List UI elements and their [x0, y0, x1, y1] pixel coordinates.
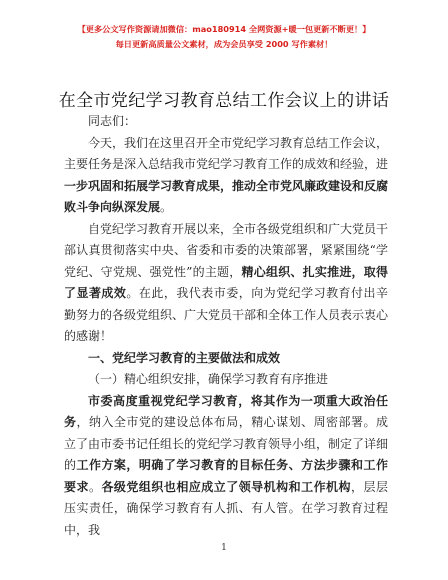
paragraph-intro-text: 今天，我们在这里召开全市党纪学习教育总结工作会议，主要任务是深入总结我市党纪学习教育工作的成效和经验，进 — [64, 135, 389, 171]
paragraph-organization-text-3: ，层层压实责任，确保学习教育有人抓、有人管。在学习教育过程中，我 — [64, 479, 388, 537]
page-number: 1 — [221, 543, 227, 553]
paragraph-achievements-text: 自党纪学习教育开展以来，全市各级党组织和广大党员干部认真贯彻落实中央、省委和市委的决策部署，紧紧围绕“学党纪、守党规、强党性”的主题， — [64, 221, 389, 279]
paragraph-intro — [64, 133, 388, 219]
paragraph-achievements-emphasis: 精心组织、扎实推进，取得了显著成效 — [64, 264, 388, 300]
paragraph-achievements-end: 。在此，我代表市委，向为党纪学习教育付出辛勤努力的各级党组织、广大党员干部和全体工作人员表示衷心的感谢！ — [64, 286, 389, 343]
document-title: 在全市党纪学习教育总结工作会议上的讲话 — [58, 91, 390, 111]
promo-banner-line-2: 每日更新高质量公文素材，成为会员享受 2000 写作素材！ — [115, 39, 333, 49]
document-body — [64, 111, 388, 541]
salutation: 同志们： — [88, 114, 137, 128]
paragraph-organization-text-1: ，纳入全市党的建设总体布局，精心谋划、周密部署。成立了由市委书记任组长的党纪学习教育领导小组，制定了详细的 — [64, 415, 389, 472]
paragraph-intro-emphasis: 一步巩固和拓展学习教育成果，推动全市党风廉政建设和反腐败斗争向纵深发展 — [64, 178, 389, 214]
promo-banner-line-1: 【更多公文写作资源请加微信：mao180914 全网资源+暖一包更新不断更！】 — [77, 24, 371, 34]
paragraph-organization-emphasis-1: 市委高度重视党纪学习教育，将其作为一项重大政治任务 — [64, 393, 388, 429]
paragraph-intro-end: 。 — [160, 200, 173, 214]
paragraph-organization-emphasis-2: 工作方案，明确了学习教育的目标任务、方法步骤和工作要求 — [64, 458, 388, 494]
paragraph-organization — [64, 391, 388, 542]
paragraph-organization-emphasis-3: 各级党组织也相应成立了领导机构和工作机构 — [101, 479, 352, 494]
paragraph-achievements — [64, 219, 388, 348]
section-heading: 一、党纪学习教育的主要做法和成效 — [88, 350, 281, 365]
paragraph-organization-text-2: 。 — [88, 479, 102, 494]
subsection-heading: （一）精心组织安排，确保学习教育有序推进 — [88, 372, 329, 386]
